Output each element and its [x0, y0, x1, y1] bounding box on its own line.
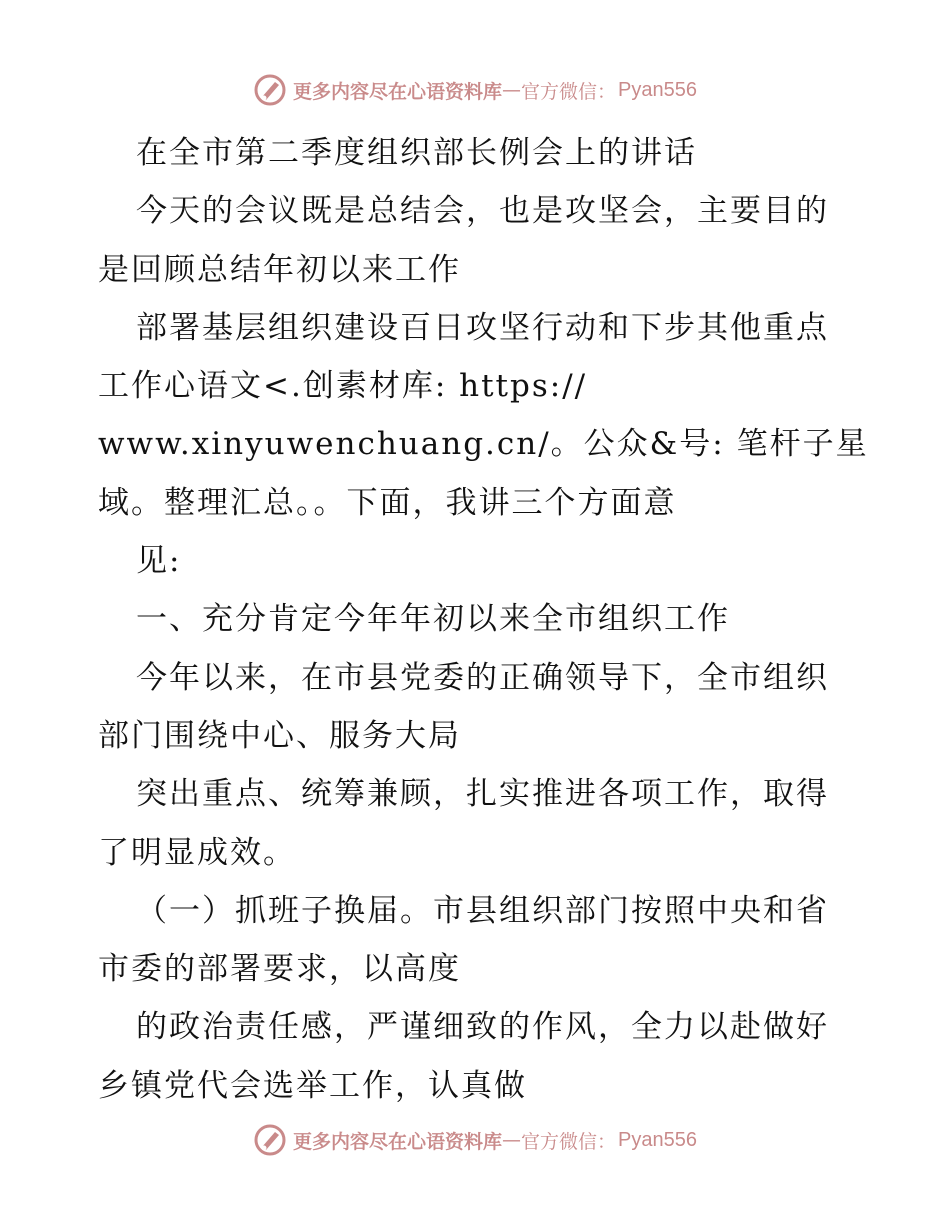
- paragraph-line: 今年以来，在市县党委的正确领导下，全市组织: [136, 659, 829, 696]
- document-title: 在全市第二季度组织部长例会上的讲话: [136, 135, 697, 171]
- pen-seal-icon: [253, 1123, 287, 1157]
- paragraph-line: 见:: [136, 543, 182, 580]
- pen-seal-icon: [253, 73, 287, 107]
- paragraph-line: 市委的部署要求，以高度: [98, 951, 461, 988]
- paragraph-line: 乡镇党代会选举工作，认真做: [98, 1067, 527, 1104]
- subsection-line: （一）抓班子换届。市县组织部门按照中央和省: [136, 892, 829, 929]
- paragraph-line: 域。整理汇总。。下面，我讲三个方面意: [98, 484, 677, 521]
- document-body: [98, 124, 869, 1115]
- watermark-promo-text: 更多内容尽在心语资料库: [293, 80, 503, 103]
- watermark-promo-text: 更多内容尽在心语资料库: [293, 1130, 503, 1153]
- paragraph-line: 的政治责任感，严谨细致的作风，全力以赴做好: [136, 1009, 829, 1046]
- watermark-separator: —: [502, 79, 522, 101]
- paragraph-line: 突出重点、统筹兼顾，扎实推进各项工作，取得: [136, 776, 829, 813]
- paragraph-line: www.xinyuwenchuang.cn/。公众&号: 笔杆子星: [98, 426, 869, 463]
- watermark-separator: —: [502, 1129, 522, 1151]
- watermark-wechat-id: Pyan556: [618, 78, 697, 101]
- watermark-wechat-label: 官方微信：: [521, 1130, 617, 1153]
- header-watermark-banner: [0, 70, 950, 110]
- paragraph-line: 了明显成效。: [98, 834, 296, 871]
- paragraph-line: 部署基层组织建设百日攻坚行动和下步其他重点: [136, 309, 829, 346]
- footer-watermark-banner: [0, 1120, 950, 1160]
- watermark-wechat-label: 官方微信：: [521, 80, 617, 103]
- section-heading: 一、充分肯定今年年初以来全市组织工作: [136, 601, 730, 638]
- watermark-wechat-id: Pyan556: [618, 1128, 697, 1151]
- paragraph-line: 部门围绕中心、服务大局: [98, 717, 461, 754]
- paragraph-line: 工作心语文<.创素材库: https://: [98, 368, 588, 405]
- paragraph-line: 今天的会议既是总结会，也是攻坚会，主要目的: [136, 193, 829, 230]
- paragraph-line: 是回顾总结年初以来工作: [98, 251, 461, 288]
